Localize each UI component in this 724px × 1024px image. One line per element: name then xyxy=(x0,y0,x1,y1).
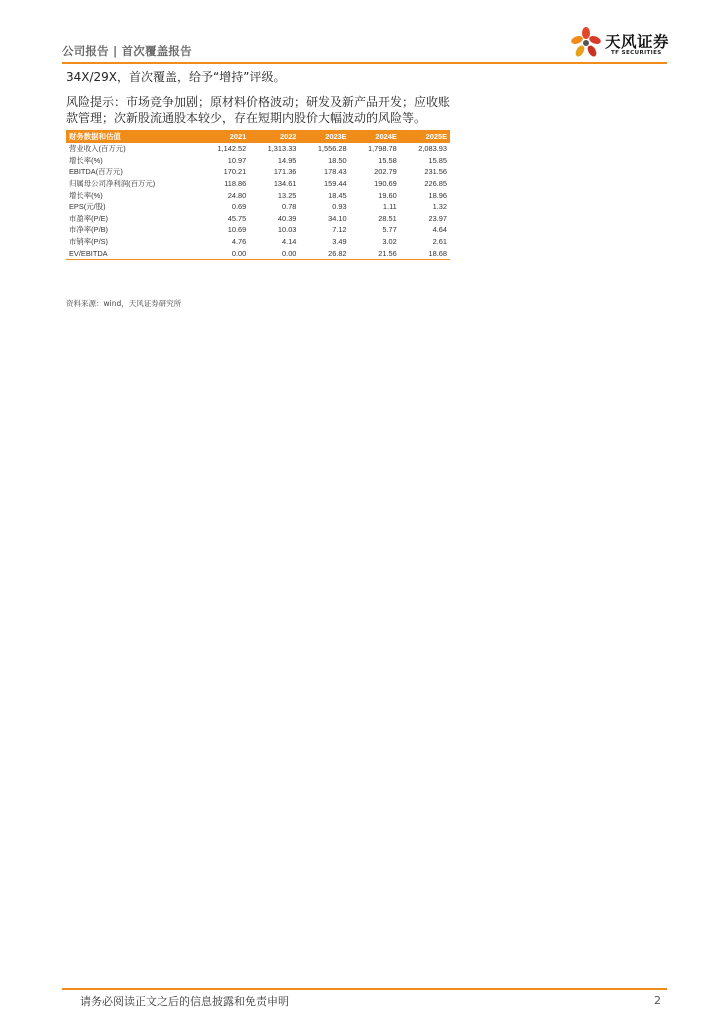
table-cell: 0.00 xyxy=(199,247,249,259)
table-cell: 1,313.33 xyxy=(267,144,297,154)
table-cell: 26.82 xyxy=(299,247,349,259)
table-row xyxy=(66,166,450,178)
row-label: 市净率(P/B) xyxy=(69,225,109,235)
table-cell: 231.56 xyxy=(424,167,447,177)
table-cell: 0.93 xyxy=(332,202,347,212)
table-cell: 1,798.78 xyxy=(367,144,397,154)
table-cell: 1.11 xyxy=(382,202,397,212)
table-cell: 21.56 xyxy=(350,247,400,259)
table-cell: 0.00 xyxy=(249,247,299,259)
table-cell: 2.61 xyxy=(432,237,447,247)
table-cell: 2,083.93 xyxy=(418,144,447,154)
table-header-cell: 2022 xyxy=(249,130,299,143)
flower-logo-icon xyxy=(570,26,602,60)
table-cell: 18.45 xyxy=(328,190,347,200)
table-header-cell: 2021 xyxy=(199,130,249,143)
table-cell: 171.36 xyxy=(273,167,297,177)
table-cell: 1.32 xyxy=(432,202,447,212)
risk-paragraph xyxy=(66,94,451,126)
rating-paragraph: 34X/29X，首次覆盖，给予“增持”评级。 xyxy=(66,70,286,84)
table-cell: 45.75 xyxy=(227,213,247,223)
table-row xyxy=(66,201,450,213)
table-cell: 15.85 xyxy=(428,155,447,165)
table-row xyxy=(66,236,450,248)
table-cell: 134.61 xyxy=(273,179,297,189)
table-cell: 34.10 xyxy=(328,213,347,223)
table-cell: 202.79 xyxy=(374,167,397,177)
table-cell: 0.69 xyxy=(231,202,247,212)
table-cell: 19.60 xyxy=(378,190,397,200)
footer-disclaimer: 请务必阅读正文之后的信息披露和免责申明 xyxy=(80,995,289,1008)
table-cell: 170.21 xyxy=(223,167,247,177)
table-cell: 7.12 xyxy=(332,225,347,235)
table-cell: 3.49 xyxy=(332,237,347,247)
table-cell: 14.95 xyxy=(277,155,297,165)
table-row xyxy=(66,143,450,155)
table-cell: 28.51 xyxy=(378,213,397,223)
table-row xyxy=(66,247,450,259)
table-row xyxy=(66,189,450,201)
table-cell: 10.03 xyxy=(277,225,297,235)
table-cell: 4.76 xyxy=(231,237,247,247)
table-cell: 18.68 xyxy=(400,247,450,259)
row-label: 市销率(P/S) xyxy=(69,237,109,247)
row-label: EV/EBITDA xyxy=(66,247,199,259)
table-header-row xyxy=(66,130,450,143)
footer-divider xyxy=(62,988,667,990)
table-cell: 15.58 xyxy=(378,155,397,165)
risk-text: 市场竞争加剧；原材料价格波动；研发及新产品开发；应收账款管理；次新股流通股本较少，存在短期内股价大幅波动的风险等。 xyxy=(66,95,451,125)
table-cell: 0.78 xyxy=(282,202,297,212)
table-cell: 4.64 xyxy=(432,225,447,235)
company-logo xyxy=(570,26,670,60)
table-cell: 178.43 xyxy=(323,167,347,177)
logo-chinese-name: 天风证券 xyxy=(605,33,670,51)
table-cell: 23.97 xyxy=(428,213,447,223)
table-cell: 18.50 xyxy=(328,155,347,165)
table-header-cell: 2024E xyxy=(350,130,400,143)
financial-table xyxy=(66,130,450,260)
table-row xyxy=(66,213,450,225)
row-label: 增长率(%) xyxy=(69,190,103,200)
table-header-cell: 财务数据和估值 xyxy=(66,130,199,143)
table-cell: 118.86 xyxy=(224,179,247,189)
row-label: 增长率(%) xyxy=(69,155,103,165)
table-row xyxy=(66,224,450,236)
row-label: 归属母公司净利润(百万元) xyxy=(69,179,156,189)
row-label: EBITDA(百万元) xyxy=(69,167,123,177)
table-cell: 190.69 xyxy=(374,179,397,189)
row-label: EPS(元/股) xyxy=(69,202,106,212)
row-label: 营业收入(百万元) xyxy=(69,144,126,154)
report-type-title: 公司报告 | 首次覆盖报告 xyxy=(62,44,192,58)
row-label: 市盈率(P/E) xyxy=(69,213,109,223)
table-cell: 24.80 xyxy=(227,190,247,200)
table-header-cell: 2025E xyxy=(400,130,450,143)
table-cell: 13.25 xyxy=(277,190,297,200)
table-cell: 4.14 xyxy=(282,237,297,247)
header-divider xyxy=(62,62,667,64)
table-cell: 10.69 xyxy=(227,225,247,235)
table-cell: 3.02 xyxy=(382,237,397,247)
table-row xyxy=(66,155,450,167)
table-cell: 1,142.52 xyxy=(217,144,247,154)
table-cell: 226.85 xyxy=(424,179,447,189)
logo-english-name: TF SECURITIES xyxy=(611,50,662,56)
table-cell: 1,556.28 xyxy=(317,144,347,154)
risk-label: 风险提示： xyxy=(66,95,127,109)
table-cell: 18.96 xyxy=(428,190,447,200)
table-source-note: 资料来源：wind，天风证券研究所 xyxy=(66,299,182,308)
table-cell: 159.44 xyxy=(323,179,347,189)
table-header-cell: 2023E xyxy=(299,130,349,143)
table-cell: 5.77 xyxy=(382,225,397,235)
table-cell: 40.39 xyxy=(277,213,297,223)
table-row xyxy=(66,178,450,190)
page-number: 2 xyxy=(654,994,661,1007)
table-cell: 10.97 xyxy=(227,155,247,165)
